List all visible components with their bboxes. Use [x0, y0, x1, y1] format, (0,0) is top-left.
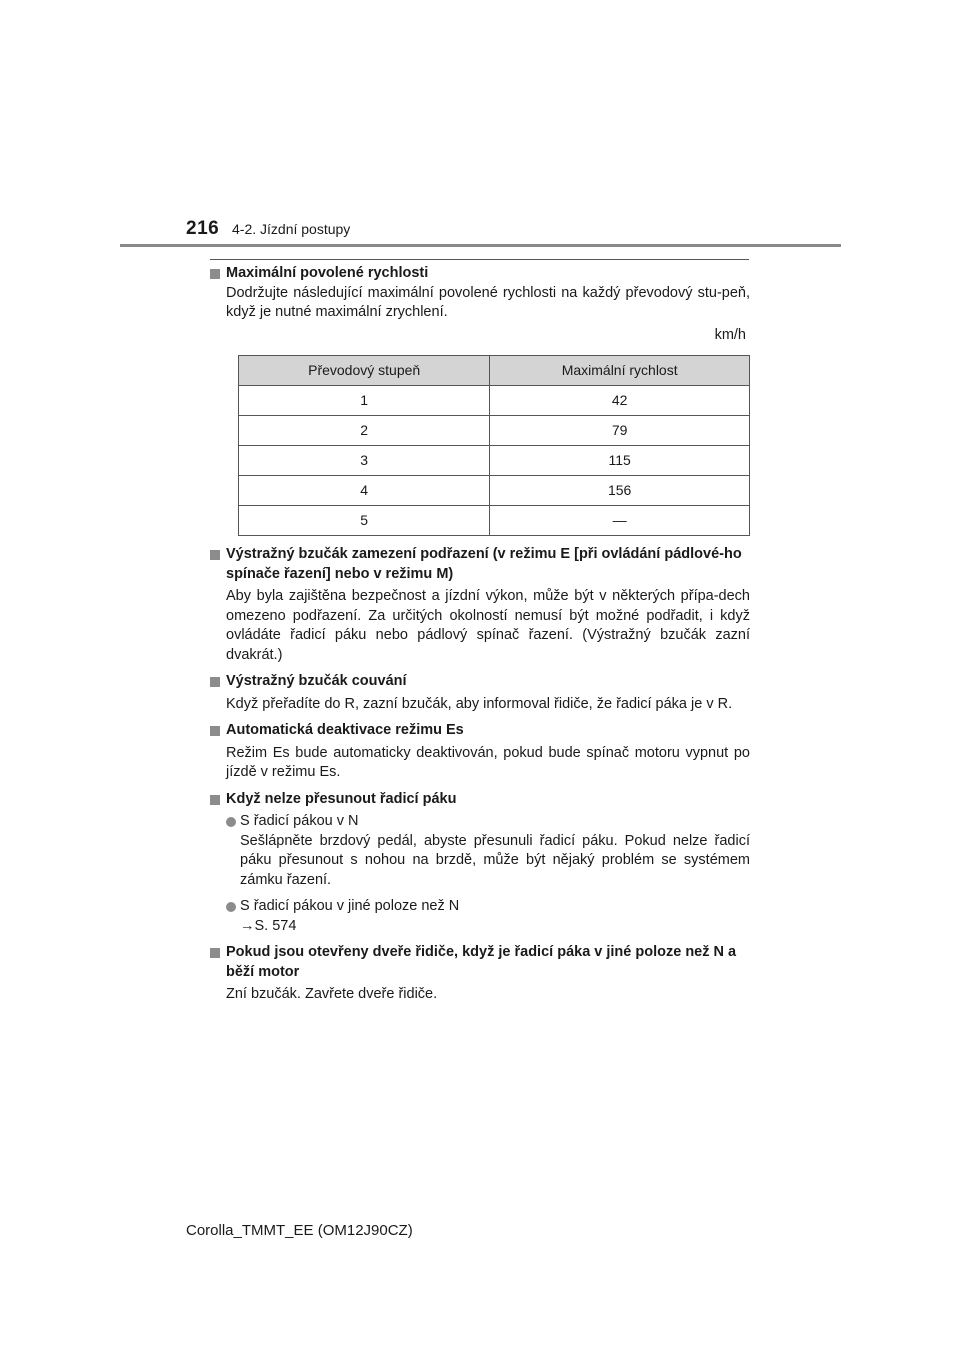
column-header-speed: Maximální rychlost	[490, 356, 750, 386]
heading-text: Když nelze přesunout řadicí páku	[226, 790, 457, 807]
heading-driver-door	[210, 943, 750, 982]
table-row	[239, 506, 750, 536]
square-bullet-icon	[210, 795, 220, 805]
heading-es-deactivation	[210, 721, 750, 741]
heading-text: Maximální povolené rychlosti	[226, 265, 429, 281]
heading-text: Pokud jsou otevřeny dveře řidiče, když je řadicí páka v jiné poloze než N a běží motor	[226, 944, 737, 980]
table-row	[239, 386, 750, 416]
section-title: 4-2. Jízdní postupy	[232, 221, 351, 237]
table-row	[239, 416, 750, 446]
paragraph: Režim Es bude automaticky deaktivován, pokud bude spínač motoru vypnut po jízdě v režimu Es.	[226, 744, 750, 780]
heading-max-speeds	[210, 264, 750, 284]
cell-speed: 115	[490, 446, 750, 476]
heading-text: Výstražný bzučák couvání	[226, 673, 407, 689]
square-bullet-icon	[210, 550, 220, 560]
paragraph: Dodržujte následující maximální povolené rychlosti na každý převodový stu-peň, když je nutné maximální zrychlení.	[226, 284, 750, 320]
bullet-title: S řadicí pákou v jiné poloze než N	[240, 898, 460, 914]
paragraph: Zní bzučák. Zavřete dveře řidiče.	[226, 986, 438, 1002]
round-bullet-icon	[226, 817, 236, 827]
speed-table	[238, 355, 750, 536]
heading-text: Automatická deaktivace režimu Es	[226, 722, 464, 738]
heading-downshift-buzzer	[210, 545, 750, 584]
cell-gear: 5	[239, 506, 490, 536]
cell-gear: 4	[239, 476, 490, 506]
bullet-paragraph: Sešlápněte brzdový pedál, abyste přesunuli řadicí páku. Pokud nelze řadicí páku přesunout s nohou na brzdě, může být nějaký problém se systémem zámku řazení.	[240, 832, 750, 888]
paragraph: Když přeřadíte do R, zazní bzučák, aby informoval řidiče, že řadicí páka je v R.	[226, 695, 733, 712]
table-row	[239, 446, 750, 476]
square-bullet-icon	[210, 677, 220, 687]
table-header-row	[239, 356, 750, 386]
round-bullet-icon	[226, 902, 236, 912]
table-row	[239, 476, 750, 506]
square-bullet-icon	[210, 269, 220, 279]
bullet-title: S řadicí pákou v N	[240, 813, 359, 829]
cell-speed: 79	[490, 416, 750, 446]
page-reference: →S. 574	[240, 917, 297, 934]
square-bullet-icon	[210, 726, 220, 736]
content	[210, 264, 750, 1005]
bullet-item-other	[210, 897, 750, 917]
cell-gear: 1	[239, 386, 490, 416]
cell-gear: 2	[239, 416, 490, 446]
footer-model: Corolla_TMMT_EE (OM12J90CZ)	[186, 1222, 413, 1239]
cell-speed: 42	[490, 386, 750, 416]
page-number: 216	[186, 218, 220, 239]
top-rule	[210, 259, 749, 260]
cell-gear: 3	[239, 446, 490, 476]
heading-shift-lever-stuck	[210, 790, 750, 810]
square-bullet-icon	[210, 948, 220, 958]
bullet-item-n	[210, 812, 750, 832]
paragraph: Aby byla zajištěna bezpečnost a jízdní výkon, může být v některých přípa-dech omezeno podřazení. Za určitých okolností nemusí být možné podřadit, i když ovládáte řadicí páku nebo pádlový spínač řazení. (Výstražný bzučák zazní dvakrát.)	[226, 588, 750, 663]
unit-label: km/h	[714, 326, 746, 343]
cell-speed: 156	[490, 476, 750, 506]
cell-speed: —	[490, 506, 750, 536]
heading-reverse-buzzer	[210, 672, 750, 692]
heading-text: Výstražný bzučák zamezení podřazení (v režimu E [při ovládání pádlové-ho spínače řazení] nebo v režimu M)	[226, 546, 742, 582]
header-rule	[120, 244, 841, 247]
column-header-gear: Převodový stupeň	[239, 356, 490, 386]
